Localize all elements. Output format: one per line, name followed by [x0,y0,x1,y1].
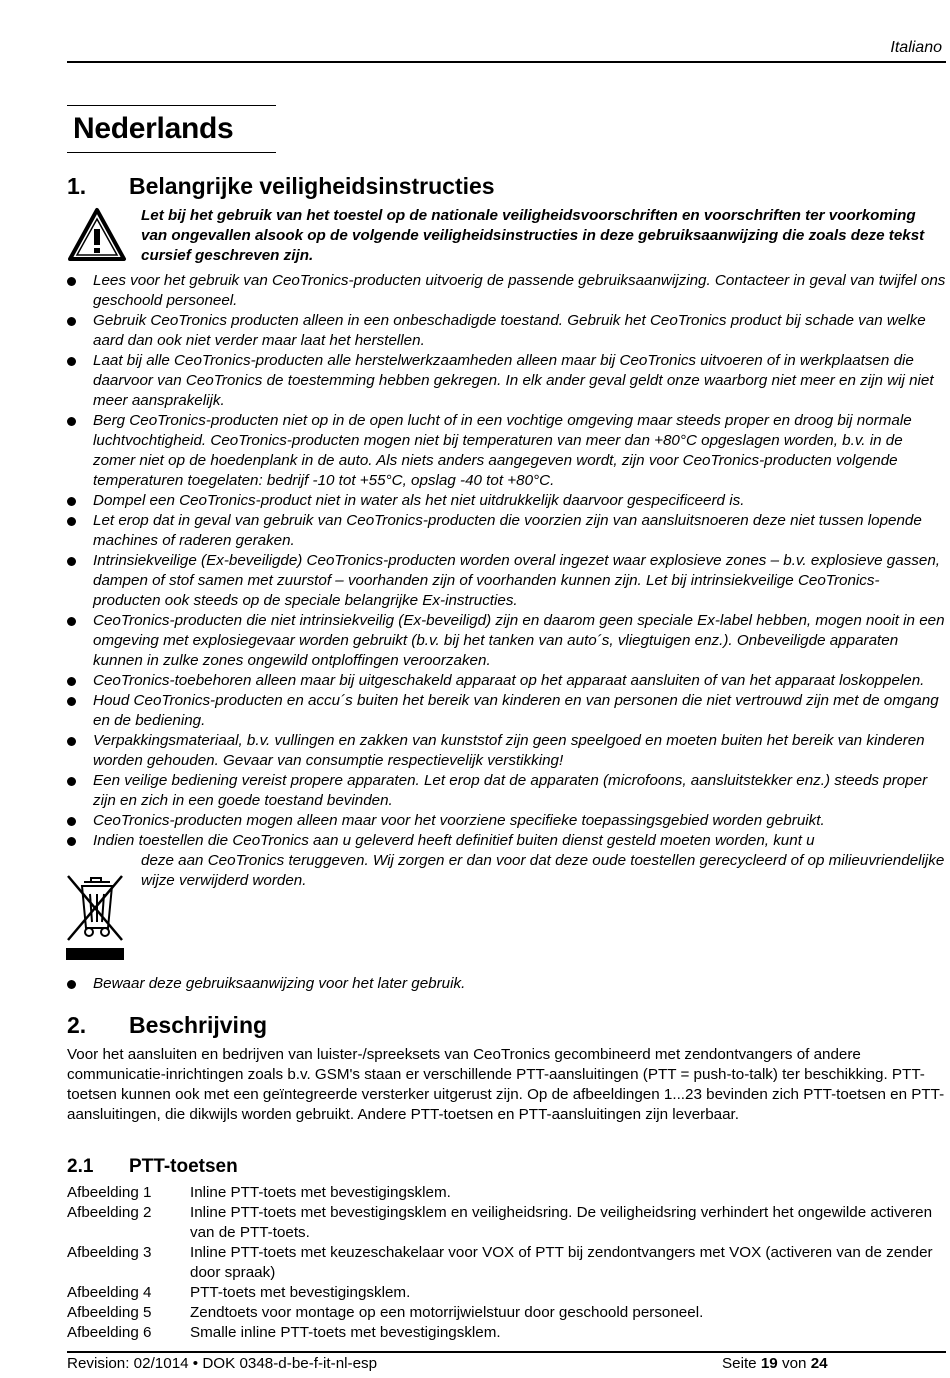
language-title: Nederlands [73,112,234,145]
figure-description: Inline PTT-toets met bevestigingsklem en veiligheidsring. De veiligheidsring verhindert het ongewilde activeren van de PTT-toets. [190,1204,933,1241]
section21-number: 2.1 [67,1156,94,1177]
table-row [67,1243,947,1283]
warning-text: Let bij het gebruik van het toestel op de nationale veiligheidsvoorschriften en voorschriften ter voorkoming van ongevallen alsook op de volgende veiligheidsinstructies in deze gebruiksaanwijzing die zoals deze tekst cursief geschreven zijn. [141,207,925,264]
section21-heading [67,1156,238,1178]
figure-description: PTT-toets met bevestigingsklem. [190,1284,411,1301]
figure-list [67,1183,947,1343]
table-row [67,1283,947,1303]
bullet-dot-icon [67,497,76,506]
bullet-dot-icon [67,277,76,286]
table-row [67,1183,947,1203]
footer-rule [67,1351,946,1353]
list-item: Dompel een CeoTronics-product niet in water als het niet uitdrukkelijk daarvoor gespecificeerd is. [67,491,947,511]
bullet-dot-icon [67,317,76,326]
header-language: Italiano [890,39,942,56]
list-item-disposal: Indien toestellen die CeoTronics aan u geleverd heeft definitief buiten dienst gesteld moeten worden, kunt u [67,831,947,851]
bullet-dot-icon [67,557,76,566]
safety-bullet-list [67,271,947,891]
figure-label: Afbeelding 5 [67,1304,152,1321]
section21-title: PTT-toetsen [129,1156,238,1177]
table-row [67,1203,947,1243]
list-item: Houd CeoTronics-producten en accu´s buiten het bereik van kinderen en van personen die niet vertrouwd zijn met de omgang en de bediening. [67,691,947,731]
bullet-dot-icon [67,697,76,706]
bullet-dot-icon [67,677,76,686]
section1-title: Belangrijke veiligheidsinstructies [129,173,495,199]
bullet-dot-icon [67,777,76,786]
language-title-box [67,105,276,153]
header-rule [67,61,946,63]
bullet-dot-icon [67,417,76,426]
list-item: CeoTronics-producten die niet intrinsiekveilig (Ex-beveiligd) zijn en daarom geen speciale Ex-label hebben, mogen nooit in een omgeving met explosiegevaar worden gebruikt (b.v. bij het tanken van auto´s, vliegtuigen enz.). Onbeveiligde apparaten kunnen in zulke zones ongewild ontploffingen veroorzaken. [67,611,947,671]
list-item: Laat bij alle CeoTronics-producten alle herstelwerkzaamheden alleen maar bij CeoTronics uitvoeren of in werkplaatsen die daarvoor van CeoTronics de toestemming hebben gekregen. In elk ander geval geldt onze waarborg niet meer en zijn wij niet meer aansprakelijk. [67,351,947,411]
figure-description: Inline PTT-toets met bevestigingsklem. [190,1184,451,1201]
figure-description: Smalle inline PTT-toets met bevestigingsklem. [190,1324,501,1341]
footer-page-number: Seite 19 von 24 [722,1355,828,1372]
list-item: Berg CeoTronics-producten niet op in de open lucht of in een vochtige omgeving maar steeds proper en droog bij normale luchtvochtigheid. CeoTronics-producten mogen niet bij temperaturen van meer dan +80°C opgeslagen worden, b.v. in de zomer niet op de hoedenplank in de auto. Als niets anders aangegeven wordt, zijn voor CeoTronics-producten volgende temperaturen toegelaten: bedrijf -10 tot +55°C, opslag -40 tot +80°C. [67,411,947,491]
section2-number: 2. [67,1012,87,1038]
table-row [67,1323,947,1343]
list-item-keep-manual: Bewaar deze gebruiksaanwijzing voor het later gebruik. [67,974,947,994]
section1-heading [67,173,495,200]
list-item: CeoTronics-producten mogen alleen maar voor het voorziene specifieke toepassingsgebied worden gebruikt. [67,811,947,831]
figure-label: Afbeelding 2 [67,1204,152,1221]
bullet-dot-icon [67,737,76,746]
bullet-dot-icon [67,817,76,826]
bullet-dot-icon [67,980,76,989]
table-row [67,1303,947,1323]
bullet-dot-icon [67,837,76,846]
crossed-out-wheelie-bin-icon [64,870,126,962]
section2-title: Beschrijving [129,1012,268,1038]
section2-heading [67,1012,267,1039]
figure-label: Afbeelding 4 [67,1284,152,1301]
list-item: Verpakkingsmateriaal, b.v. vullingen en zakken van kunststof zijn geen speelgoed en moeten buiten het bereik van kinderen worden gehouden. Gevaar van consumptie respectievelijk verstikking! [67,731,947,771]
figure-label: Afbeelding 3 [67,1244,152,1261]
list-item: CeoTronics-toebehoren alleen maar bij uitgeschakeld apparaat op het apparaat aansluiten of van het apparaat loskoppelen. [67,671,947,691]
list-item: Intrinsiekveilige (Ex-beveiligde) CeoTronics-producten worden overal ingezet waar explosieve zones – b.v. explosieve gassen, dampen of stof samen met zuurstof – voorhanden zijn of voorhanden kunnen zijn. Let bij intrinsiekveilige CeoTronics-producten ook steeds op de speciale belangrijke Ex-instructies. [67,551,947,611]
bullet-dot-icon [67,517,76,526]
figure-label: Afbeelding 1 [67,1184,152,1201]
list-item: Gebruik CeoTronics producten alleen in een onbeschadigde toestand. Gebruik het CeoTronics product bij schade van welke aard dan ook niet verder maar laat het herstellen. [67,311,947,351]
list-item-disposal-continuation: deze aan CeoTronics teruggeven. Wij zorgen er dan voor dat deze oude toestellen gerecycleerd of op milieuvriendelijke wijze verwijderd worden. [141,852,945,889]
footer-revision: Revision: 02/1014 • DOK 0348-d-be-f-it-nl-esp [67,1355,378,1372]
section1-number: 1. [67,173,87,199]
figure-label: Afbeelding 6 [67,1324,152,1341]
section2-paragraph: Voor het aansluiten en bedrijven van luister-/spreeksets van CeoTronics gecombineerd met zendontvangers of andere communicatie-inrichtingen zoals b.v. GSM's staan er verschillende PTT-aansluitingen (PTT = push-to-talk) ter beschikking. PTT-toetsen kunnen ook met een geïntegreerde versterker uitgerust zijn. Op de afbeeldingen 1...23 bevinden zich PTT-toetsen en PTT-aansluitingen, die dikwijls worden gebruikt. Andere PTT-toetsen en PTT-aansluitingen zijn leverbaar. [67,1046,945,1123]
figure-description: Zendtoets voor montage op een motorrijwielstuur door geschoold personeel. [190,1304,704,1321]
figure-description: Inline PTT-toets met keuzeschakelaar voor VOX of PTT bij zendontvangers met VOX (activeren van de zender door spraak) [190,1244,933,1281]
warning-triangle-icon [67,207,127,262]
list-item: Let erop dat in geval van gebruik van CeoTronics-producten die voorzien zijn van aansluitsnoeren deze niet tussen lopende machines of raderen geraken. [67,511,947,551]
list-item: Een veilige bediening vereist propere apparaten. Let erop dat de apparaten (microfoons, aansluitstekker enz.) steeds proper zijn en zich in een goede toestand bevinden. [67,771,947,811]
list-item: Lees voor het gebruik van CeoTronics-producten uitvoerig de passende gebruiksaanwijzing. Contacteer in geval van twijfel ons geschoold personeel. [67,271,947,311]
bullet-dot-icon [67,617,76,626]
bullet-dot-icon [67,357,76,366]
